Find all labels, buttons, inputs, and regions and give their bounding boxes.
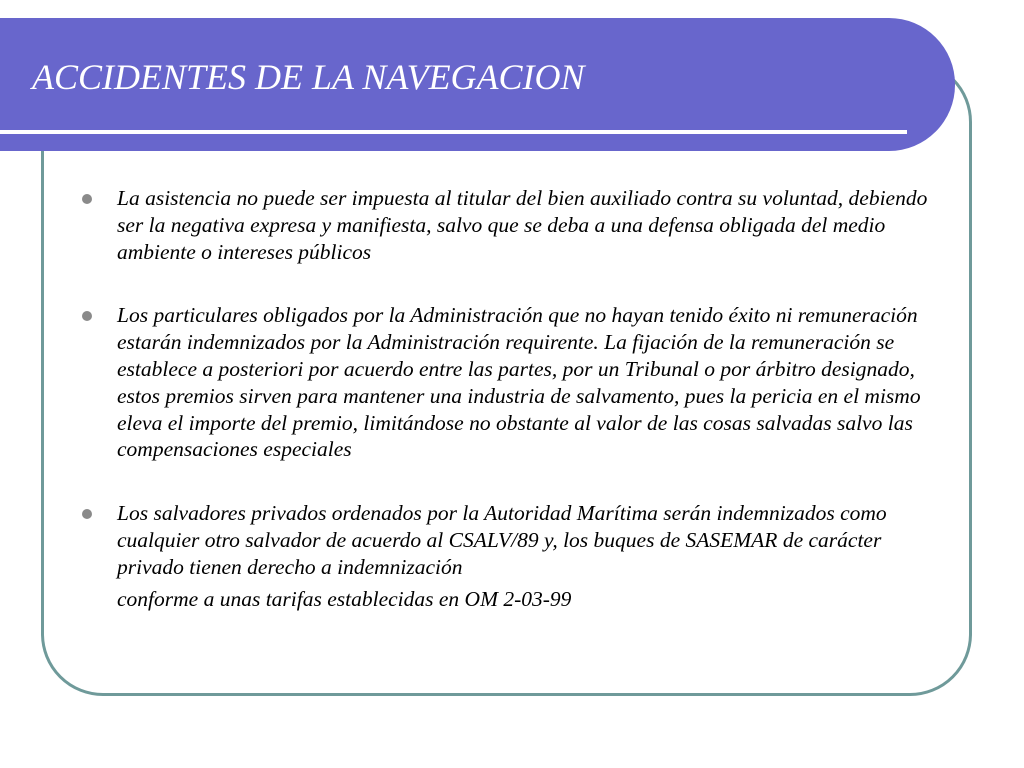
bullet-text-last-line: conforme a unas tarifas establecidas en OM 2-03-99: [117, 586, 572, 611]
slide-title: ACCIDENTES DE LA NAVEGACION: [32, 57, 585, 97]
bullet-item-private-salvors: [117, 500, 953, 612]
bullet-list: [117, 185, 953, 612]
bullet-text: Los particulares obligados por la Administración que no hayan tenido éxito ni remuneración estarán indemnizados por la Administración requirente. La fijación de la remuneración se establece a posteriori por acuerdo entre las partes, por un Tribunal o por árbitro designado, estos premios sirven para mantener una industria de salvamento, pues la pericia en el mismo eleva el importe del premio, limitándose no obstante al valor de las cosas salvadas salvo las compensaciones especiales: [117, 303, 921, 462]
bullet-item-assistance: [117, 185, 953, 265]
title-underline: [0, 130, 907, 134]
bullet-item-remuneration: [117, 302, 953, 463]
bullet-text: La asistencia no puede ser impuesta al titular del bien auxiliado contra su voluntad, debiendo ser la negativa expresa y manifiesta, salvo que se deba a una defensa obligada del medio ambiente o intereses públicos: [117, 186, 928, 264]
bullet-text: Los salvadores privados ordenados por la Autoridad Marítima serán indemnizados como cualquier otro salvador de acuerdo al CSALV/89 y, los buques de SASEMAR de carácter privado tienen derecho a indemnización: [117, 501, 887, 579]
bullet-dot-icon: [82, 194, 92, 204]
